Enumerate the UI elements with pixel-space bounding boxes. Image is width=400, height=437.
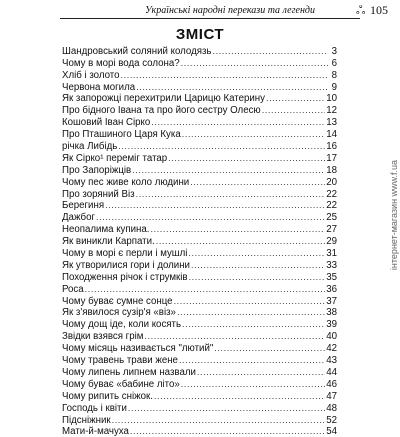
toc-entry (62, 271, 337, 283)
toc-entry-page: 3 (329, 46, 337, 57)
toc-entry (62, 93, 337, 105)
toc-entry-title: Чому пес живе коло людини (62, 177, 189, 188)
dot-leader (105, 200, 325, 211)
dot-leader (96, 212, 325, 223)
toc-entry-title: Чому буває «бабине літо» (62, 379, 180, 390)
dot-leader (151, 224, 326, 235)
toc-entry-page: 39 (326, 319, 337, 330)
dot-leader (177, 307, 325, 318)
toc-entry (62, 200, 337, 212)
toc-title: ЗМІСТ (0, 26, 400, 43)
toc-entry-title: Про бідного Івана та про його сестру Олесю (62, 105, 261, 116)
toc-entry-page: 22 (326, 189, 337, 200)
toc-entry-page: 38 (326, 307, 337, 318)
toc-entry-page: 33 (326, 260, 337, 271)
toc-entry-title: Дажбог (62, 212, 95, 223)
toc-entry (62, 402, 337, 414)
toc-entry-title: Як утворилися гори і долини (62, 260, 190, 271)
toc-entry-page: 13 (326, 117, 337, 128)
toc-entry-title: Чому дощ іде, коли косять (62, 319, 181, 330)
dot-leader (132, 165, 325, 176)
toc-entry (62, 247, 337, 259)
toc-entry-page: 46 (326, 379, 337, 390)
toc-entry-title: Звідки взявся грім (62, 331, 143, 342)
dot-leader (181, 58, 328, 69)
toc-entry-title: Мати-й-мачуха (62, 426, 129, 437)
dot-leader (179, 355, 325, 366)
toc-entry-title: Шандровський соляний колодязь (62, 46, 211, 57)
toc-entry-title: Берегиня (62, 200, 104, 211)
dot-leader (181, 379, 325, 390)
toc-entry-page: 27 (326, 224, 337, 235)
toc-entry (62, 223, 337, 235)
toc-entry (62, 45, 337, 57)
toc-entry-page: 40 (326, 331, 337, 342)
toc-entry-title: Про зоряний Віз (62, 189, 135, 200)
toc-entry-title: Як запорожці перехитрили Царицю Катерину (62, 93, 265, 104)
toc-entry-title: Чому в морі є перли і мушлі (62, 248, 187, 259)
toc-entry-page: 35 (326, 272, 337, 283)
toc-entry (62, 378, 337, 390)
toc-entry-title: Чому травень трави жене (62, 355, 178, 366)
dot-leader (85, 284, 326, 295)
toc-entry-title: Походження річок і струмків (62, 272, 188, 283)
toc-entry-title: Хліб і золото (62, 70, 120, 81)
toc-entry-title: Чому липень липнем назвали (62, 367, 196, 378)
dot-leader (214, 343, 325, 354)
dot-leader (144, 331, 325, 342)
dot-leader (136, 82, 328, 93)
dot-leader (182, 129, 325, 140)
toc-entry-title: Господь і квіти (62, 403, 127, 414)
toc-entry-page: 22 (326, 200, 337, 211)
toc-entry (62, 116, 337, 128)
dot-leader (128, 403, 325, 414)
toc-entry-page: 8 (329, 70, 337, 81)
toc-entry (62, 235, 337, 247)
toc-entry (62, 69, 337, 81)
toc-entry (62, 342, 337, 354)
toc-entry-page: 18 (326, 165, 337, 176)
header-rule (60, 18, 360, 19)
dot-leader (130, 426, 325, 437)
toc-entry (62, 164, 337, 176)
dot-leader (112, 415, 326, 426)
dot-leader (118, 141, 325, 152)
toc-entry (62, 295, 337, 307)
dot-leader (189, 272, 326, 283)
running-title: Українські народні перекази та легенди (112, 5, 348, 16)
dot-leader (188, 248, 325, 259)
dot-leader (191, 260, 325, 271)
toc-entry (62, 140, 337, 152)
toc-entry-page: 42 (326, 343, 337, 354)
dot-leader (212, 46, 328, 57)
toc-entry-title: Червона могила (62, 82, 135, 93)
toc-entry-page: 16 (326, 141, 337, 152)
toc-entry-page: 12 (326, 105, 337, 116)
toc-entry-title: Кошовий Іван Сірко (62, 117, 150, 128)
toc-entry-title: Чому в морі вода солона? (62, 58, 180, 69)
dot-leader (182, 319, 325, 330)
toc-entry-title: Як з'явилося сузір'я «віз» (62, 307, 176, 318)
toc-entry-title: Про Запоріжців (62, 165, 131, 176)
toc-entry-title: Чому рипить сніжок. (62, 391, 153, 402)
toc-entry (62, 426, 337, 437)
toc-entry-title: Як виникли Карпати. (62, 236, 155, 247)
dot-leader (190, 177, 325, 188)
toc-entry (62, 176, 337, 188)
toc-entry-title: Про Пташиного Царя Кука (62, 129, 181, 140)
toc-entry-title: Роса (62, 284, 84, 295)
toc-entry-page: 29 (326, 236, 337, 247)
toc-entry-title: Як Сірко¹ переміг татар (62, 153, 167, 164)
toc-entry-page: 31 (326, 248, 337, 259)
dot-leader (121, 70, 328, 81)
toc-entry (62, 104, 337, 116)
watermark: інтернет-магазин www.f.ua (389, 95, 399, 335)
page-number: 105 (370, 3, 388, 18)
toc-entry (62, 211, 337, 223)
toc-entry (62, 152, 337, 164)
toc-entry-page: 25 (326, 212, 337, 223)
dot-leader (156, 236, 325, 247)
table-of-contents (62, 45, 337, 437)
dot-leader (197, 367, 325, 378)
toc-entry-page: 36 (326, 284, 337, 295)
toc-entry-page: 37 (326, 296, 337, 307)
toc-entry (62, 414, 337, 426)
toc-entry (62, 354, 337, 366)
toc-entry-title: Чому місяць називається "лютий" (62, 343, 213, 354)
toc-entry-page: 43 (326, 355, 337, 366)
toc-entry-page: 48 (326, 403, 337, 414)
dot-leader (262, 105, 326, 116)
toc-entry-page: 20 (326, 177, 337, 188)
toc-entry-page: 9 (329, 82, 337, 93)
toc-entry-page: 10 (326, 93, 337, 104)
toc-entry-page: 47 (326, 391, 337, 402)
ornament-icon: ஃ (356, 3, 365, 19)
dot-leader (151, 117, 325, 128)
toc-entry (62, 330, 337, 342)
toc-entry-page: 14 (326, 129, 337, 140)
dot-leader (154, 391, 325, 402)
toc-entry-title: річка Либідь (62, 141, 117, 152)
dot-leader (174, 296, 326, 307)
toc-entry (62, 128, 337, 140)
dot-leader (168, 153, 325, 164)
toc-entry (62, 57, 337, 69)
dot-leader (266, 93, 325, 104)
toc-entry-title: Неопалима купина. (62, 224, 150, 235)
toc-entry-page: 6 (329, 58, 337, 69)
toc-entry-title: Чому буває сумне сонце (62, 296, 173, 307)
toc-entry (62, 307, 337, 319)
toc-entry-title: Підсніжник (62, 415, 111, 426)
toc-entry (62, 259, 337, 271)
toc-entry-page: 52 (326, 415, 337, 426)
dot-leader (136, 189, 326, 200)
toc-entry-page: 17 (326, 153, 337, 164)
toc-entry (62, 188, 337, 200)
toc-entry (62, 81, 337, 93)
toc-entry (62, 318, 337, 330)
toc-entry-page: 44 (326, 367, 337, 378)
toc-entry (62, 283, 337, 295)
toc-entry-page: 54 (326, 426, 337, 437)
toc-entry (62, 366, 337, 378)
